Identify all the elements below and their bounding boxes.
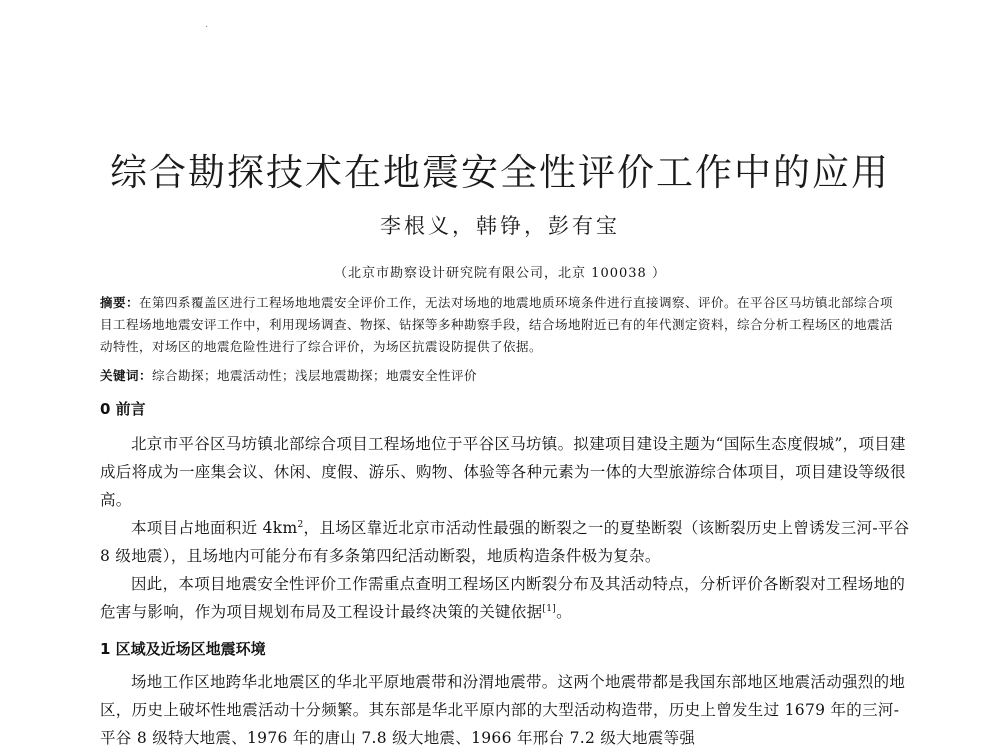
affiliation: （北京市勘察设计研究院有限公司，北京 100038 ） [334,266,666,281]
keywords-label: 关键词： [100,368,153,383]
abstract-label: 摘要： [100,295,140,310]
page-mark: · [205,22,209,33]
paragraph-intro-2-text-a: 本项目占地面积近 4km [131,519,298,537]
abstract [100,292,904,358]
section-heading-1: 1 区域及近场区地震环境 [100,640,266,658]
keywords [100,366,904,386]
paragraph-section1-1: 场地工作区地跨华北地震区的华北平原地震带和汾渭地震带。这两个地震带都是我国东部地区地震活动强烈的地区，历史上破坏性地震活动十分频繁。其东部是华北平原内部的大型活动构造带，历史上曾发生过 1679 年的三河-平谷 8 级特大地震、1976 年的唐山 7.8 级大地震、1966 年邢台 7.2 级大地震等强 [100,673,906,747]
abstract-text: 在第四系覆盖区进行工程场地地震安全评价工作，无法对场地的地震地质环境条件进行直接调察、评价。在平谷区马坊镇北部综合项目工程场地地震安评工作中，利用现场调查、物探、钻探等多种勘察手段，结合场地附近已有的年代测定资料，综合分析工程场区的地震活动特性，对场区的地震危险性进行了综合评价，为场区抗震设防提供了依据。 [100,295,894,354]
paragraph-intro-3 [100,570,910,626]
citation-ref: [1] [542,603,557,614]
author-list: 李根义，韩铮，彭有宝 [380,214,620,238]
keywords-text: 综合勘探；地震活动性；浅层地震勘探；地震安全性评价 [152,368,478,383]
paragraph-intro-3-text-a: 因此，本项目地震安全性评价工作需重点查明工程场区内断裂分布及其活动特点，分析评价各断裂对工程场地的危害与影响，作为项目规划布局及工程设计最终决策的关键依据 [100,575,906,621]
section-heading-0: 0 前言 [100,400,146,418]
paragraph-intro-2-text-b: ，且场区靠近北京市活动性最强的断裂之一的夏垫断裂（该断裂历史上曾诱发三河-平谷 8 级地震），且场地内可能分布有多条第四纪活动断裂，地质构造条件极为复杂。 [100,519,910,565]
superscript-area-unit: 2 [297,519,304,530]
paragraph-intro-2 [100,514,910,570]
paragraph-intro-3-text-b: 。 [556,603,572,621]
paper-title: 综合勘探技术在地震安全性评价工作中的应用 [110,151,890,194]
paragraph-intro-1: 北京市平谷区马坊镇北部综合项目工程场地位于平谷区马坊镇。拟建项目建设主题为“国际生态度假城”，项目建成后将成为一座集会议、休闲、度假、游乐、购物、体验等各种元素为一体的大型旅游综合体项目，项目建设等级很高。 [100,435,906,509]
